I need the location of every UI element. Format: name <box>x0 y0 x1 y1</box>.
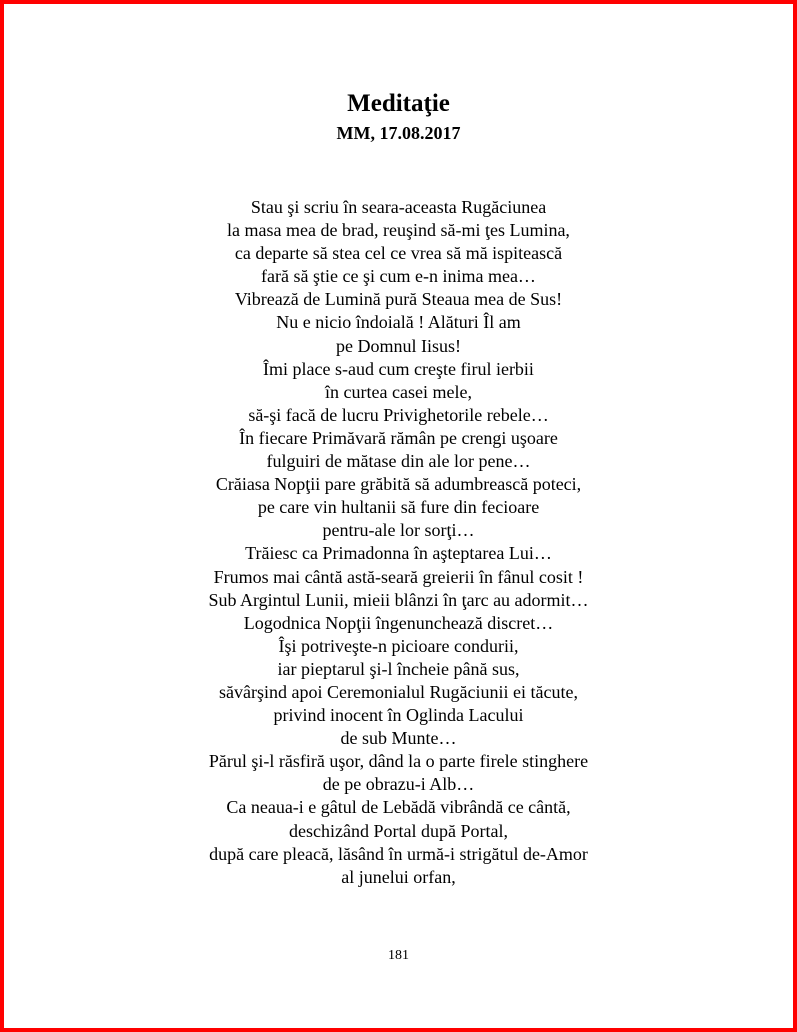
poem-line: privind inocent în Oglinda Lacului <box>273 705 524 726</box>
poem-line: la masa mea de brad, reuşind să-mi ţes Lumina, <box>227 220 570 241</box>
poem-line: săvârşind apoi Ceremonialul Rugăciunii ei tăcute, <box>219 681 578 702</box>
poem-body <box>0 196 797 889</box>
poem-line: ca departe să stea cel ce vrea să mă ispitească <box>234 243 563 264</box>
poem-title: Meditaţie <box>347 90 450 117</box>
poem-line: Îmi place s-aud cum creşte firul ierbii <box>263 358 534 379</box>
poem-line: pe Domnul Iisus! <box>336 335 461 356</box>
poem-line: Îşi potriveşte-n picioare condurii, <box>278 635 519 656</box>
poem-line: al junelui orfan, <box>341 866 456 887</box>
poem-line: de pe obrazu-i Alb… <box>322 774 475 795</box>
poem-line: fară să ştie ce şi cum e-n inima mea… <box>261 266 536 287</box>
poem-subtitle: MM, 17.08.2017 <box>336 123 461 143</box>
poem-line: Trăiesc ca Primadonna în aşteptarea Lui… <box>245 543 552 564</box>
poem-line: fulguiri de mătase din ale lor pene… <box>266 451 531 472</box>
poem-line: În fiecare Primăvară rămân pe crengi uşoare <box>239 427 558 448</box>
poem-line: Frumos mai cântă astă-seară greierii în fânul cosit ! <box>213 566 584 587</box>
poem-line: Ca neaua-i e gâtul de Lebădă vibrândă ce cântă, <box>226 797 571 818</box>
poem-line: să-şi facă de lucru Privighetorile rebele… <box>248 404 549 425</box>
poem-line: în curtea casei mele, <box>325 381 472 402</box>
poem-line: iar pieptarul şi-l încheie până sus, <box>277 658 520 679</box>
poem-line: Stau şi scriu în seara-aceasta Rugăciunea <box>250 197 547 217</box>
poem-line: Sub Argintul Lunii, mieii blânzi în ţarc au adormit… <box>208 589 589 610</box>
page-number: 181 <box>388 948 409 963</box>
poem-line: Nu e nicio îndoială ! Alături Îl am <box>276 312 521 333</box>
poem-line: Vibrează de Lumină pură Steaua mea de Sus! <box>234 289 563 310</box>
poem-line: după care pleacă, lăsând în urmă-i strigătul de-Amor <box>209 843 588 864</box>
poem-line: de sub Munte… <box>340 728 457 749</box>
poem-line: pe care vin hultanii să fure din fecioare <box>257 497 540 518</box>
poem-line: Părul şi-l răsfiră uşor, dând la o parte firele stinghere <box>208 751 589 772</box>
poem-line: Logodnica Nopţii îngenunchează discret… <box>243 612 554 633</box>
poem-line: deschizând Portal după Portal, <box>289 820 508 841</box>
poem-line: Crăiasa Nopţii pare grăbită să adumbrească poteci, <box>215 474 582 495</box>
poem-line: pentru-ale lor sorţi… <box>322 520 475 541</box>
